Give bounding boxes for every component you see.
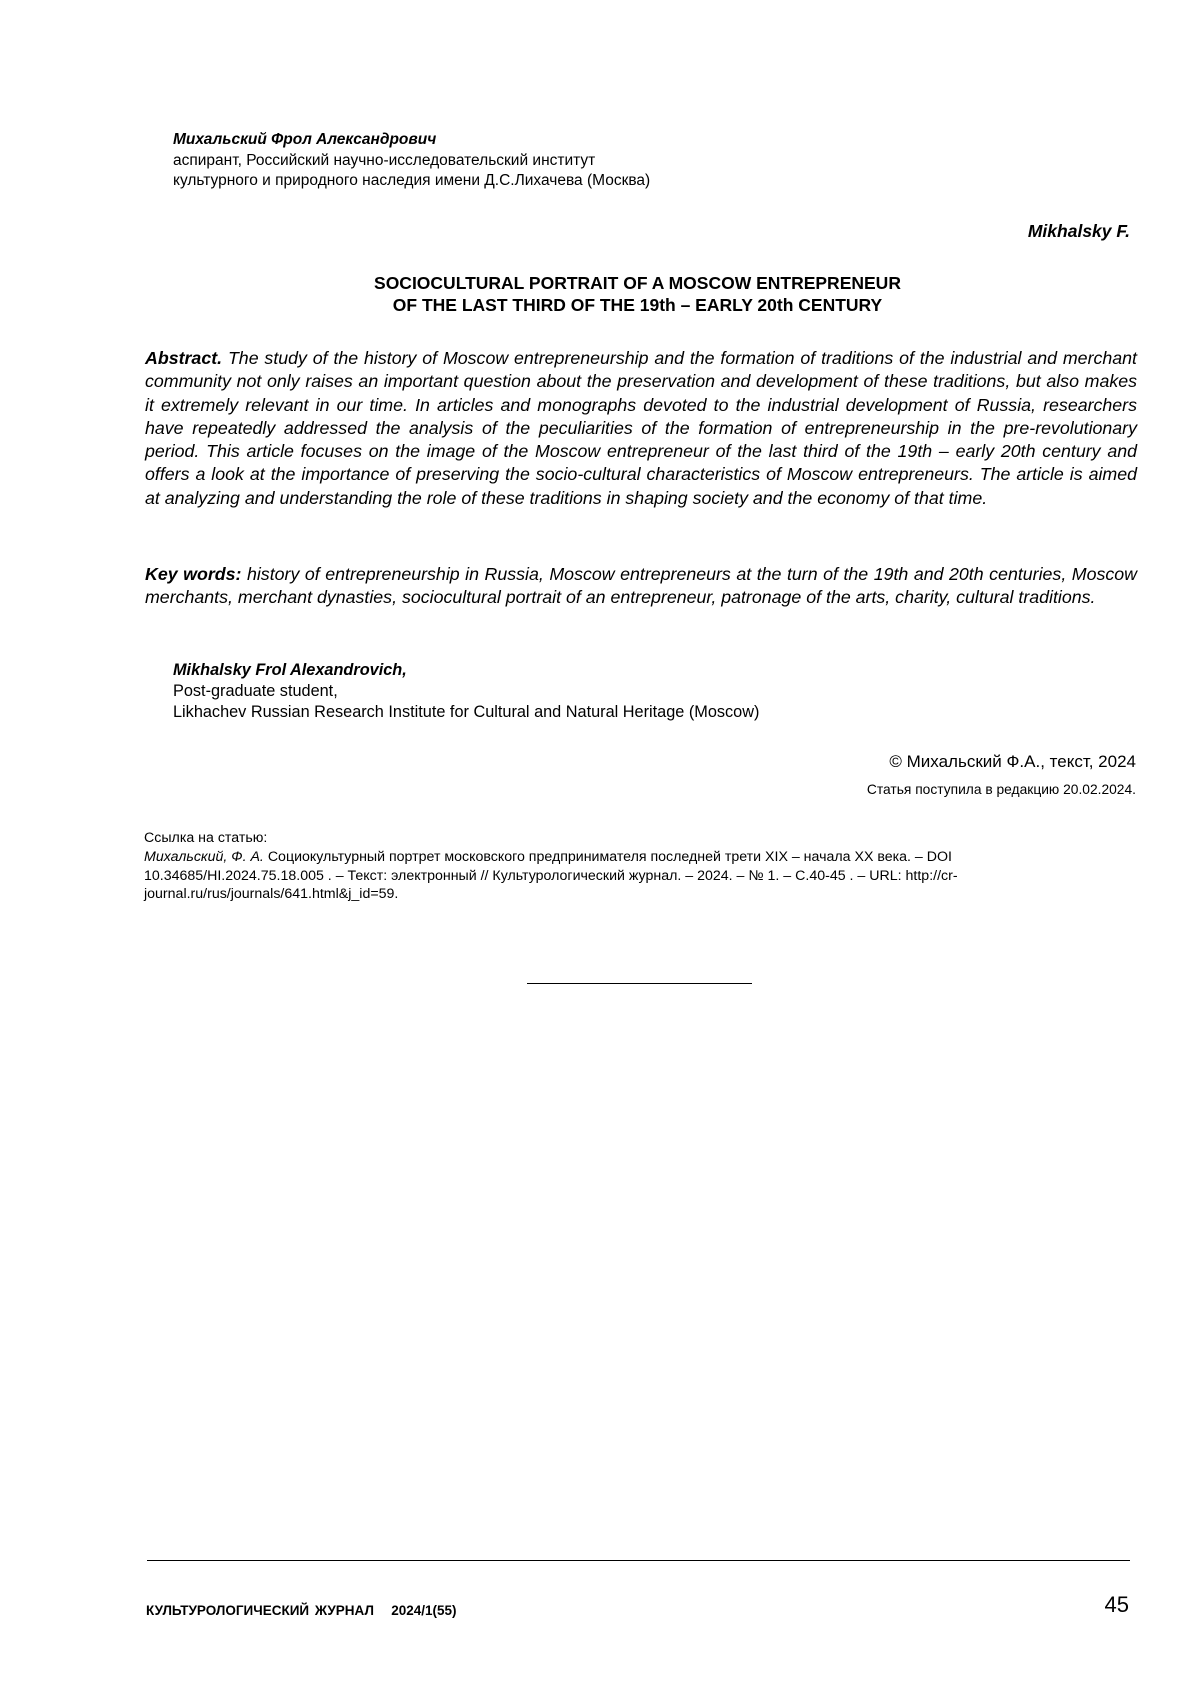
title-line-1: SOCIOCULTURAL PORTRAIT OF A MOSCOW ENTREPRENEUR [145, 272, 1130, 294]
author-affiliation-en: Likhachev Russian Research Institute for Cultural and Natural Heritage (Moscow) [173, 702, 973, 723]
title-line-2: OF THE LAST THIRD OF THE 19th – EARLY 20th CENTURY [145, 294, 1130, 316]
citation-author: Михальский, Ф. А. [144, 849, 264, 865]
author-affiliation-ru-line2: культурного и природного наследия имени Д.С.Лихачева (Москва) [173, 171, 973, 192]
copyright-notice: © Михальский Ф.А., текст, 2024 [889, 752, 1136, 772]
byline: Mikhalsky F. [1028, 221, 1130, 242]
abstract-label: Abstract. [145, 348, 222, 368]
article-title [145, 272, 1130, 316]
citation-text: Социокультурный портрет московского предпринимателя последней трети XIX – начала XX века. – DOI 10.34685/HI.2024.75.18.005 . – Текст: электронный // Культурологический журнал. – 2024. – № 1. – С.40-45 . – URL: http://cr-journal.ru/rus/journals/641.html&j_id=59. [144, 849, 958, 903]
author-affiliation-ru-line1: аспирант, Российский научно-исследовательский институт [173, 151, 973, 172]
section-divider [527, 983, 752, 984]
keywords-text: history of entrepreneurship in Russia, Moscow entrepreneurs at the turn of the 19th and 20th centuries, Moscow merchants, merchant dynasties, sociocultural portrait of an entrepreneur, patronage of the arts, charity, cultural traditions. [145, 564, 1137, 607]
citation-reference [144, 848, 1086, 904]
citation-label: Ссылка на статью: [144, 829, 1086, 848]
page-number: 45 [1105, 1592, 1129, 1618]
journal-name: КУЛЬТУРОЛОГИЧЕСКИЙ ЖУРНАЛ 2024/1(55) [146, 1603, 457, 1618]
received-date: Статья поступила в редакцию 20.02.2024. [867, 782, 1136, 797]
author-info-en [173, 660, 973, 724]
abstract-text: The study of the history of Moscow entrepreneurship and the formation of traditions of the industrial and merchant community not only raises an important question about the preservation and development of these traditions, but also makes it extremely relevant in our time. In articles and monographs devoted to the industrial development of Russia, researchers have repeatedly addressed the analysis of the peculiarities of the formation of entrepreneurship in the pre-revolutionary period. This article focuses on the image of the Moscow entrepreneur of the last third of the 19th – early 20th century and offers a look at the importance of preserving the socio-cultural characteristics of Moscow entrepreneurs. The article is aimed at analyzing and understanding the role of these traditions in shaping society and the economy of that time. [145, 348, 1137, 508]
keywords-label: Key words: [145, 564, 241, 584]
author-name-ru: Михальский Фрол Александрович [173, 130, 973, 151]
keywords [145, 563, 1137, 610]
author-position-en: Post-graduate student, [173, 681, 973, 702]
author-info-ru [173, 130, 973, 192]
citation-block [144, 829, 1086, 904]
abstract [145, 347, 1137, 510]
author-name-en: Mikhalsky Frol Alexandrovich, [173, 660, 973, 681]
footer-divider [147, 1560, 1130, 1561]
